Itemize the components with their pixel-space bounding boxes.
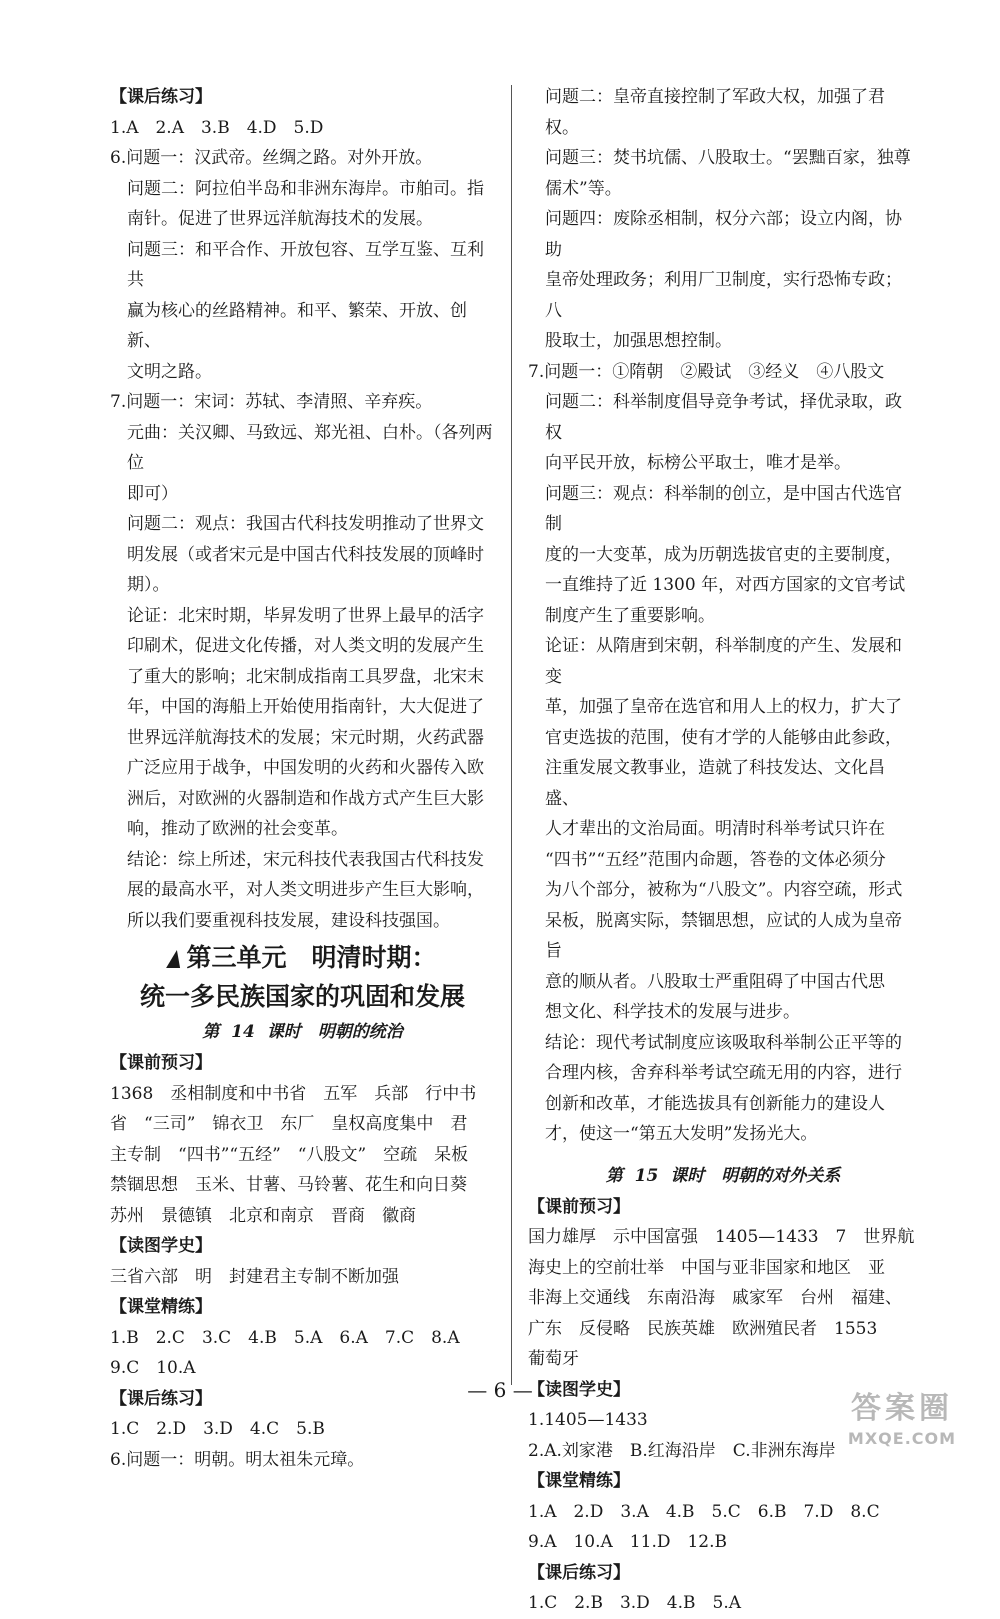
left-column [110,82,495,1475]
answer-line: 结论：综上所述，宋元科技代表我国古代科技发 [127,849,484,870]
answer-line: 问题四：废除丞相制，权分六部；设立内阁，协助 [545,209,902,260]
answer-line: 广东 反侵略 民族英雄 欧洲殖民者 1553 [528,1318,878,1339]
answer-line: 所以我们要重视科技发展，建设科技强国。 [127,910,450,931]
section-heading: 【读图学史】 [110,1236,212,1256]
answer-line: 呆板，脱离实际，禁锢思想，应试的人成为皇帝旨 [545,910,902,961]
answer-line: 官吏选拔的范围，使有才学的人能够由此参政， [545,727,902,748]
answer-line: 问题三：焚书坑儒、八股取士。“罢黜百家，独尊 [545,148,911,168]
answer-line: “四书”“五经”范围内命题，答卷的文体必须分 [545,849,886,870]
answer-line: 非海上交通线 东南沿海 戚家军 台州 福建、 [528,1288,902,1308]
right-answers-block-1 [528,82,918,1150]
answer-line: 海史上的空前壮举 中国与亚非国家和地区 亚 [528,1257,885,1278]
left-answers-block-1 [110,82,495,936]
answer-line: 意的顺从者。八股取士严重阻碍了中国古代思 [545,971,885,992]
answer-line: 葡萄牙 [528,1349,579,1369]
left-answers-block-2 [110,1048,495,1475]
answer-line: 三省六部 明 封建君主专制不断加强 [110,1266,399,1287]
answer-line: 即可） [127,483,178,504]
answer-line: 南针。促进了世界远洋航海技术的发展。 [127,209,433,229]
answer-line: 了重大的影响；北宋制成指南工具罗盘，北宋末 [127,666,484,687]
section-heading: 【课前预习】 [528,1196,630,1217]
answer-line: 6.问题一：明朝。明太祖朱元璋。 [110,1449,365,1470]
answer-line: 元曲：关汉卿、马致远、郑光祖、白朴。（各列两位 [127,422,493,473]
answer-line: 革，加强了皇帝在选官和用人上的权力，扩大了 [545,697,902,717]
section-heading: 【课堂精练】 [110,1297,212,1317]
section-heading: 【课前预习】 [110,1053,212,1073]
watermark-top: 答案圈 [851,1391,953,1426]
unit-title-line-2: 统一多民族国家的巩固和发展 [139,982,465,1011]
answer-line: 9.C 10.A [110,1358,196,1378]
answer-line: 2.A.刘家港 B.红海沿岸 C.非洲东海岸 [528,1440,836,1461]
page-number: — 6 — [467,1378,533,1402]
answer-line: 1368 丞相制度和中书省 五军 兵部 行中书 [110,1083,477,1104]
flag-icon [167,950,185,968]
answer-line: 皇帝处理政务；利用厂卫制度，实行恐怖专政；八 [545,270,902,321]
answer-line: 问题三：和平合作、开放包容、互学互鉴、互利共 [127,239,484,290]
watermark-logo [812,1390,992,1456]
answer-line: 1.A 2.A 3.B 4.D 5.D [110,117,324,138]
answer-line: 人才辈出的文治局面。明清时科举考试只许在 [545,819,885,839]
answer-line: 展的最高水平，对人类文明进步产生巨大影响， [127,880,484,900]
answer-line: 年，中国的海船上开始使用指南针，大大促进了 [127,697,484,717]
unit-title-line-1 [110,938,495,977]
answer-line: 问题二：皇帝直接控制了军政大权，加强了君权。 [545,87,885,138]
section-heading: 【课堂精练】 [528,1471,630,1491]
answer-line: 问题三：观点：科举制的创立，是中国古代选官制 [545,483,902,534]
answer-line: 7.问题一：①隋朝 ②殿试 ③经义 ④八股文 [528,361,885,382]
answer-line: 省 “三司” 锦衣卫 东厂 皇权高度集中 君 [110,1114,468,1134]
section-heading: 【课后练习】 [110,1388,212,1409]
answer-line: 合理内核，舍弃科举考试空疏无用的内容，进行 [545,1063,902,1083]
answer-line: 问题二：观点：我国古代科技发明推动了世界文 [127,514,484,534]
unit-title-text: 第三单元 明清时期： [186,943,437,972]
answer-line: 制度产生了重要影响。 [545,605,715,626]
answer-line: 结论：现代考试制度应该吸取科举制公正平等的 [545,1032,902,1053]
answer-line: 主专制 “四书”“五经” “八股文” 空疏 呆板 [110,1144,469,1165]
answer-line: 1.A 2.D 3.A 4.B 5.C 6.B 7.D 8.C [528,1501,880,1522]
answer-line: 1.C 2.D 3.D 4.C 5.B [110,1419,325,1439]
lesson-15-title: 第 15 课时 明朝的对外关系 [605,1165,841,1186]
lesson-14-title: 第 14 课时 明朝的统治 [202,1022,403,1042]
answer-line: 股取士，加强思想控制。 [545,331,732,351]
answer-line: 世界远洋航海技术的发展；宋元时期，火药武器 [127,727,484,748]
answer-line: 国力雄厚 示中国富强 1405—1433 7 世界航 [528,1227,915,1247]
answer-line: 广泛应用于战争，中国发明的火药和火器传入欧 [127,758,484,778]
answer-line: 1.1405—1433 [528,1410,648,1430]
answer-line: 1.B 2.C 3.C 4.B 5.A 6.A 7.C 8.A [110,1327,460,1348]
answer-line: 洲后，对欧洲的火器制造和作战方式产生巨大影 [127,788,484,809]
answer-line: 7.问题一：宋词：苏轼、李清照、辛弃疾。 [110,392,433,412]
answer-line: 向平民开放，标榜公平取士，唯才是举。 [545,453,851,473]
answer-line: 期）。 [127,575,170,595]
answer-line: 明发展（或者宋元是中国古代科技发展的顶峰时 [127,544,484,565]
answer-line: 禁锢思想 玉米、甘薯、马铃薯、花生和向日葵 [110,1175,467,1195]
answer-line: 响，推动了欧洲的社会变革。 [127,819,348,839]
answer-line: 一直维持了近 1300 年，对西方国家的文官考试 [545,575,906,595]
answer-line: 论证：从隋唐到宋朝，科举制度的产生、发展和变 [545,636,902,687]
answer-line: 度的一大变革，成为历朝选拔官吏的主要制度， [545,544,902,565]
answer-line: 论证：北宋时期，毕昇发明了世界上最早的活字 [127,605,484,626]
answer-line: 文明之路。 [127,361,212,382]
answer-line: 才，使这一“第五大发明”发扬光大。 [545,1124,818,1144]
section-heading: 【读图学史】 [528,1379,630,1400]
answer-line: 创新和改革，才能选拔具有创新能力的建设人 [545,1093,885,1114]
answer-line: 儒术”等。 [545,178,622,199]
section-heading: 【课后练习】 [528,1562,630,1583]
section-heading: 【课后练习】 [110,87,212,107]
answer-line: 1.C 2.B 3.D 4.B 5.A [528,1593,741,1613]
answer-line: 注重发展文教事业，造就了科技发达、文化昌盛、 [545,758,885,809]
answer-line: 6.问题一：汉武帝。丝绸之路。对外开放。 [110,148,433,168]
answer-line: 想文化、科学技术的发展与进步。 [545,1002,800,1022]
answer-line: 为八个部分，被称为“八股文”。内容空疏，形式 [545,880,903,900]
watermark-bottom: MXQE.COM [847,1429,957,1448]
answer-line: 9.A 10.A 11.D 12.B [528,1532,728,1552]
column-divider [511,85,512,1385]
answer-line: 问题二：科举制度倡导竞争考试，择优录取，政权 [545,392,902,443]
answer-line: 苏州 景德镇 北京和南京 晋商 徽商 [110,1205,416,1226]
answer-line: 印刷术，促进文化传播，对人类文明的发展产生 [127,636,484,656]
answer-line: 赢为核心的丝路精神。和平、繁荣、开放、创新、 [127,300,467,351]
answer-line: 问题二：阿拉伯半岛和非洲东海岸。市舶司。指 [127,178,484,199]
